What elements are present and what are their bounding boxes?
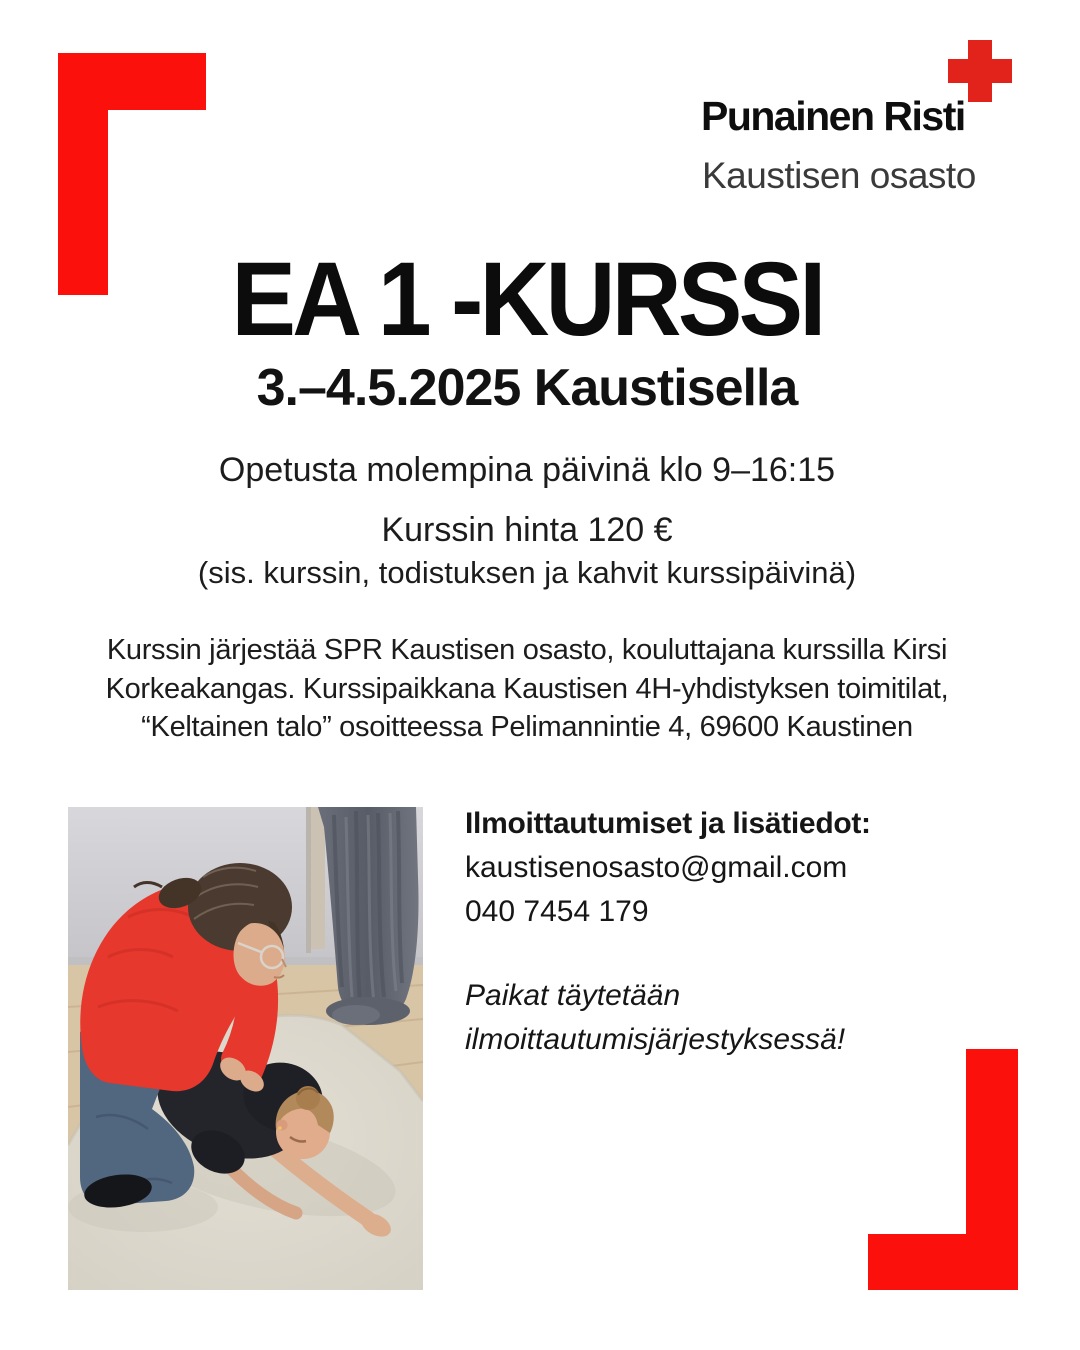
signup-order-note (465, 974, 1025, 1062)
course-info-paragraph (0, 631, 1067, 747)
course-title: EA 1 -KURSSI (231, 241, 823, 358)
contact-block (465, 802, 1025, 1062)
course-date-location: 3.–4.5.2025 Kaustisella (256, 359, 798, 417)
signup-note-line: ilmoittautumisjärjestyksessä! (465, 1023, 846, 1056)
signup-note-line: Paikat täytetään (465, 979, 681, 1012)
contact-email: kaustisenosasto@gmail.com (465, 851, 848, 884)
corner-bar-horizontal (868, 1234, 1018, 1290)
info-line: Kurssin järjestää SPR Kaustisen osasto, kouluttajana kurssilla Kirsi (106, 634, 948, 666)
info-line: Korkeakangas. Kurssipaikkana Kaustisen 4H-yhdistyksen toimitilat, (105, 672, 949, 705)
corner-bar-horizontal (58, 53, 206, 110)
contact-heading: Ilmoittautumiset ja lisätiedot: (465, 807, 871, 840)
price-line: Kurssin hinta 120 € (381, 511, 673, 549)
info-line: “Keltainen talo” osoitteessa Pelimannintie 4, 69600 Kaustinen (141, 711, 913, 743)
logo-chapter-name: Kaustisen osasto (702, 155, 976, 196)
first-aid-photo (68, 807, 423, 1290)
schedule-line: Opetusta molempina päivinä klo 9–16:15 (218, 451, 836, 489)
contact-phone: 040 7454 179 (465, 895, 649, 928)
logo-org-name: Punainen Risti (701, 93, 965, 139)
price-note-line: (sis. kurssin, todistuksen ja kahvit kurssipäivinä) (197, 555, 857, 590)
